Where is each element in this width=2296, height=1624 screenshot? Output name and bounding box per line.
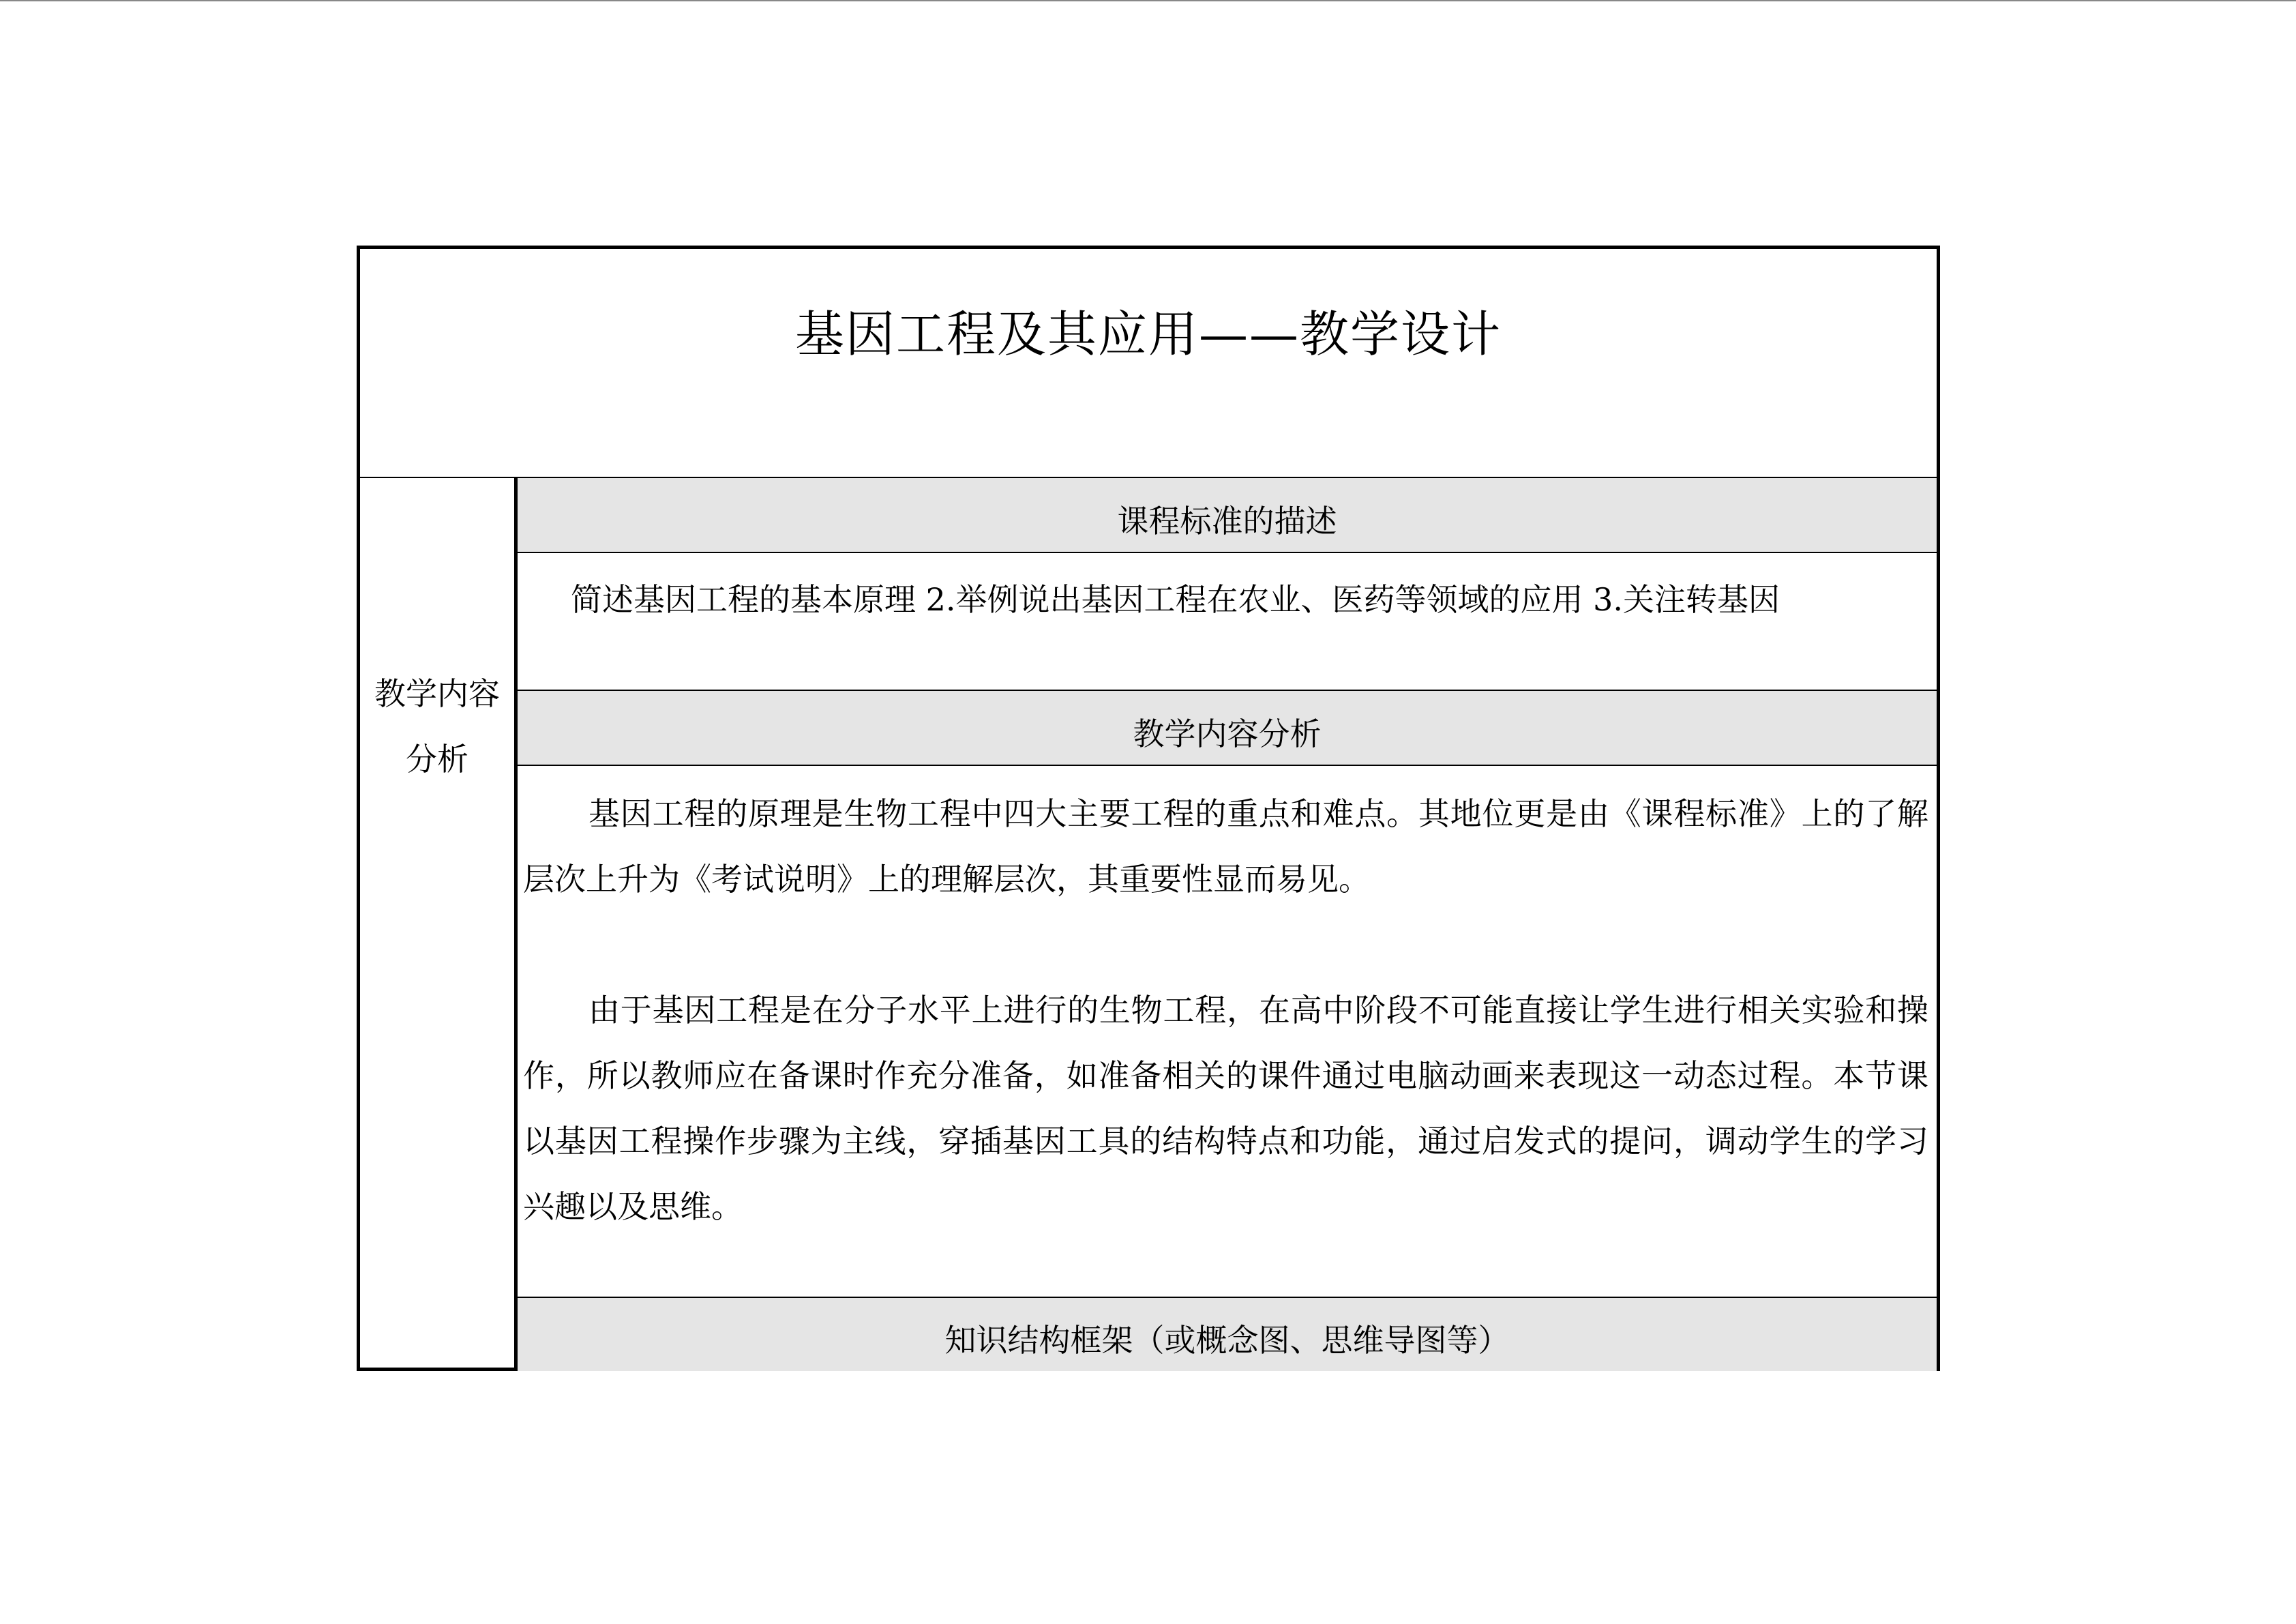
course-standard-header xyxy=(518,478,1937,553)
content-analysis-body xyxy=(518,781,1937,1239)
right-content-column xyxy=(518,478,1937,1371)
left-label-column xyxy=(360,478,518,1371)
lesson-design-table xyxy=(357,246,1940,1371)
knowledge-framework-header-text: 知识结构框架（或概念图、思维导图等） xyxy=(944,1322,1510,1359)
course-standard-text: 简述基因工程的基本原理 2.举例说出基因工程在农业、医药等领域的应用 3.关注转基因 xyxy=(571,581,1780,618)
content-analysis-header xyxy=(518,690,1937,766)
left-label-line2: 分析 xyxy=(406,741,468,778)
knowledge-framework-header xyxy=(518,1297,1937,1371)
course-standard-header-text: 课程标准的描述 xyxy=(1117,503,1337,540)
left-label-line1: 教学内容 xyxy=(374,675,500,712)
page-top-rule xyxy=(0,0,2296,1)
title-cell xyxy=(360,249,1937,478)
left-label xyxy=(360,661,514,792)
course-standard-content xyxy=(518,553,1937,690)
content-analysis-header-text: 教学内容分析 xyxy=(1133,715,1322,752)
content-analysis-paragraph-2: 由于基因工程是在分子水平上进行的生物工程，在高中阶段不可能直接让学生进行相关实验和操作，所以教师应在备课时作充分准备，如准备相关的课件通过电脑动画来表现这一动态过程。本节课以基因工程操作步骤为主线，穿插基因工具的结构特点和功能，通过启发式的提问，调动学生的学习兴趣以及思维。 xyxy=(523,992,1928,1225)
document-title: 基因工程及其应用——教学设计 xyxy=(794,306,1502,363)
content-analysis-paragraph-1: 基因工程的原理是生物工程中四大主要工程的重点和难点。其地位更是由《课程标准》上的了解层次上升为《考试说明》上的理解层次，其重要性显而易见。 xyxy=(523,795,1928,898)
